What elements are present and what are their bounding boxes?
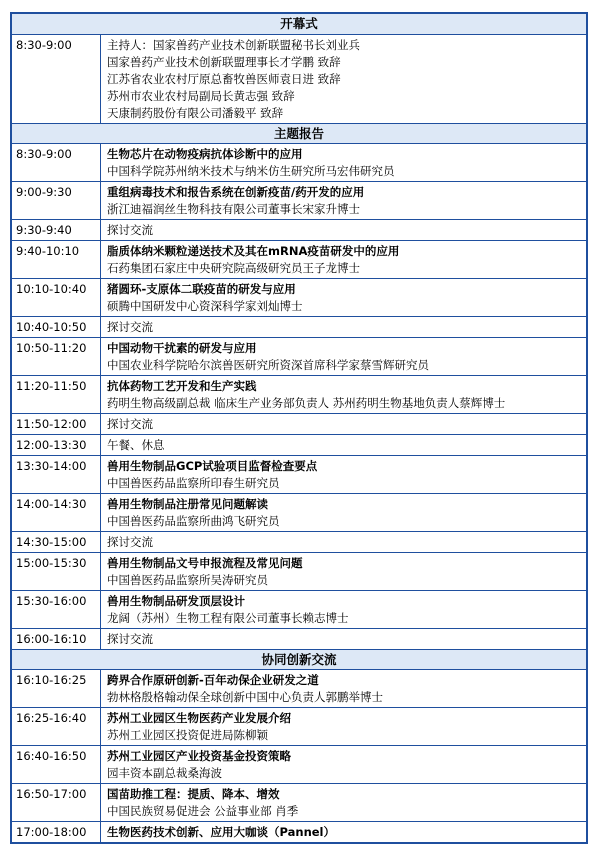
content-cell — [101, 241, 586, 278]
session-detail: 龙阔（苏州）生物工程有限公司董事长赖志博士 — [107, 611, 349, 625]
section-header: 开幕式 — [12, 14, 586, 34]
agenda-row — [12, 493, 586, 531]
time-cell: 8:30-9:00 — [12, 35, 101, 123]
session-detail: 园丰资本副总裁桑海波 — [107, 766, 222, 780]
session-title: 兽用生物制品文号申报流程及常见问题 — [107, 556, 303, 570]
content-cell — [101, 414, 586, 434]
time-cell: 8:30-9:00 — [12, 144, 101, 181]
agenda-row — [12, 219, 586, 240]
content-cell — [101, 317, 586, 337]
content-cell — [101, 822, 586, 842]
agenda-row — [12, 434, 586, 455]
session-detail: 探讨交流 — [107, 320, 153, 334]
content-cell — [101, 494, 586, 531]
session-title: 苏州工业园区生物医药产业发展介绍 — [107, 711, 291, 725]
session-detail: 天康制药股份有限公司潘毅平 致辞 — [107, 106, 284, 120]
time-cell: 17:00-18:00 — [12, 822, 101, 842]
content-cell — [101, 182, 586, 219]
session-detail: 午餐、休息 — [107, 438, 165, 452]
session-title: 重组病毒技术和报告系统在创新疫苗/药开发的应用 — [107, 185, 365, 199]
time-cell: 15:30-16:00 — [12, 591, 101, 628]
session-detail: 中国兽医药品监察所曲鸿飞研究员 — [107, 514, 280, 528]
time-cell: 15:00-15:30 — [12, 553, 101, 590]
content-cell — [101, 629, 586, 649]
content-cell — [101, 435, 586, 455]
agenda-row — [12, 531, 586, 552]
session-detail: 中国农业科学院哈尔滨兽医研究所资深首席科学家蔡雪辉研究员 — [107, 358, 429, 372]
content-cell — [101, 220, 586, 240]
session-title: 兽用生物制品注册常见问题解读 — [107, 497, 268, 511]
agenda-row — [12, 669, 586, 707]
content-cell — [101, 708, 586, 745]
content-cell — [101, 532, 586, 552]
session-title: 兽用生物制品GCP试验项目监督检查要点 — [107, 459, 318, 473]
session-detail: 中国科学院苏州纳米技术与纳米仿生研究所马宏伟研究员 — [107, 164, 395, 178]
content-cell — [101, 591, 586, 628]
agenda-row — [12, 316, 586, 337]
agenda-row — [12, 143, 586, 181]
time-cell: 9:40-10:10 — [12, 241, 101, 278]
time-cell: 16:50-17:00 — [12, 784, 101, 821]
session-detail: 探讨交流 — [107, 632, 153, 646]
agenda-row — [12, 552, 586, 590]
session-title: 兽用生物制品研发顶层设计 — [107, 594, 245, 608]
session-title: 脂质体纳米颗粒递送技术及其在mRNA疫苗研发中的应用 — [107, 244, 400, 258]
content-cell — [101, 784, 586, 821]
session-detail: 国家兽药产业技术创新联盟理事长才学鹏 致辞 — [107, 55, 341, 69]
agenda-row — [12, 628, 586, 649]
time-cell: 16:10-16:25 — [12, 670, 101, 707]
session-title: 抗体药物工艺开发和生产实践 — [107, 379, 257, 393]
agenda-row — [12, 181, 586, 219]
agenda-row — [12, 707, 586, 745]
session-detail: 中国兽医药品监察所印春生研究员 — [107, 476, 280, 490]
time-cell: 12:00-13:30 — [12, 435, 101, 455]
agenda-row — [12, 590, 586, 628]
content-cell — [101, 553, 586, 590]
content-cell — [101, 746, 586, 783]
session-detail: 探讨交流 — [107, 223, 153, 237]
session-title: 国苗助推工程：提质、降本、增效 — [107, 787, 280, 801]
session-title: 生物医药技术创新、应用大咖谈（Pannel） — [107, 825, 335, 839]
content-cell — [101, 279, 586, 316]
time-cell: 9:30-9:40 — [12, 220, 101, 240]
time-cell: 10:10-10:40 — [12, 279, 101, 316]
section-header: 主题报告 — [12, 123, 586, 143]
time-cell: 9:00-9:30 — [12, 182, 101, 219]
agenda-row — [12, 375, 586, 413]
agenda-table — [10, 12, 588, 844]
session-detail: 探讨交流 — [107, 417, 153, 431]
agenda-row — [12, 34, 586, 123]
time-cell: 14:30-15:00 — [12, 532, 101, 552]
time-cell: 16:25-16:40 — [12, 708, 101, 745]
time-cell: 10:40-10:50 — [12, 317, 101, 337]
session-detail: 硕腾中国研发中心资深科学家刘灿博士 — [107, 299, 303, 313]
time-cell: 14:00-14:30 — [12, 494, 101, 531]
agenda-row — [12, 821, 586, 842]
time-cell: 11:20-11:50 — [12, 376, 101, 413]
time-cell: 10:50-11:20 — [12, 338, 101, 375]
agenda-row — [12, 413, 586, 434]
session-detail: 石药集团石家庄中央研究院高级研究员王子龙博士 — [107, 261, 360, 275]
agenda-row — [12, 278, 586, 316]
time-cell: 13:30-14:00 — [12, 456, 101, 493]
time-cell: 11:50-12:00 — [12, 414, 101, 434]
content-cell — [101, 376, 586, 413]
content-cell — [101, 338, 586, 375]
session-title: 跨界合作原研创新-百年动保企业研发之道 — [107, 673, 319, 687]
agenda-row — [12, 337, 586, 375]
content-cell — [101, 144, 586, 181]
session-title: 猪圆环-支原体二联疫苗的研发与应用 — [107, 282, 296, 296]
session-detail: 药明生物高级副总裁 临床生产业务部负责人 苏州药明生物基地负责人蔡辉博士 — [107, 396, 506, 410]
session-title: 苏州工业园区产业投资基金投资策略 — [107, 749, 291, 763]
session-detail: 江苏省农业农村厅原总畜牧兽医师袁日进 致辞 — [107, 72, 341, 86]
agenda-row — [12, 455, 586, 493]
session-detail: 主持人：国家兽药产业技术创新联盟秘书长刘业兵 — [107, 38, 360, 52]
agenda-row — [12, 745, 586, 783]
time-cell: 16:00-16:10 — [12, 629, 101, 649]
session-detail: 勃林格殷格翰动保全球创新中国中心负责人郭鹏举博士 — [107, 690, 383, 704]
session-detail: 浙江迪福润丝生物科技有限公司董事长宋家升博士 — [107, 202, 360, 216]
session-detail: 中国兽医药品监察所吴涛研究员 — [107, 573, 268, 587]
content-cell — [101, 456, 586, 493]
agenda-row — [12, 240, 586, 278]
session-title: 生物芯片在动物疫病抗体诊断中的应用 — [107, 147, 303, 161]
session-detail: 苏州市农业农村局副局长黄志强 致辞 — [107, 89, 295, 103]
session-title: 中国动物干扰素的研发与应用 — [107, 341, 257, 355]
section-header: 协同创新交流 — [12, 649, 586, 669]
time-cell: 16:40-16:50 — [12, 746, 101, 783]
content-cell — [101, 35, 586, 123]
session-detail: 苏州工业园区投资促进局陈柳颖 — [107, 728, 268, 742]
session-detail: 中国民族贸易促进会 公益事业部 肖季 — [107, 804, 299, 818]
session-detail: 探讨交流 — [107, 535, 153, 549]
agenda-row — [12, 783, 586, 821]
content-cell — [101, 670, 586, 707]
